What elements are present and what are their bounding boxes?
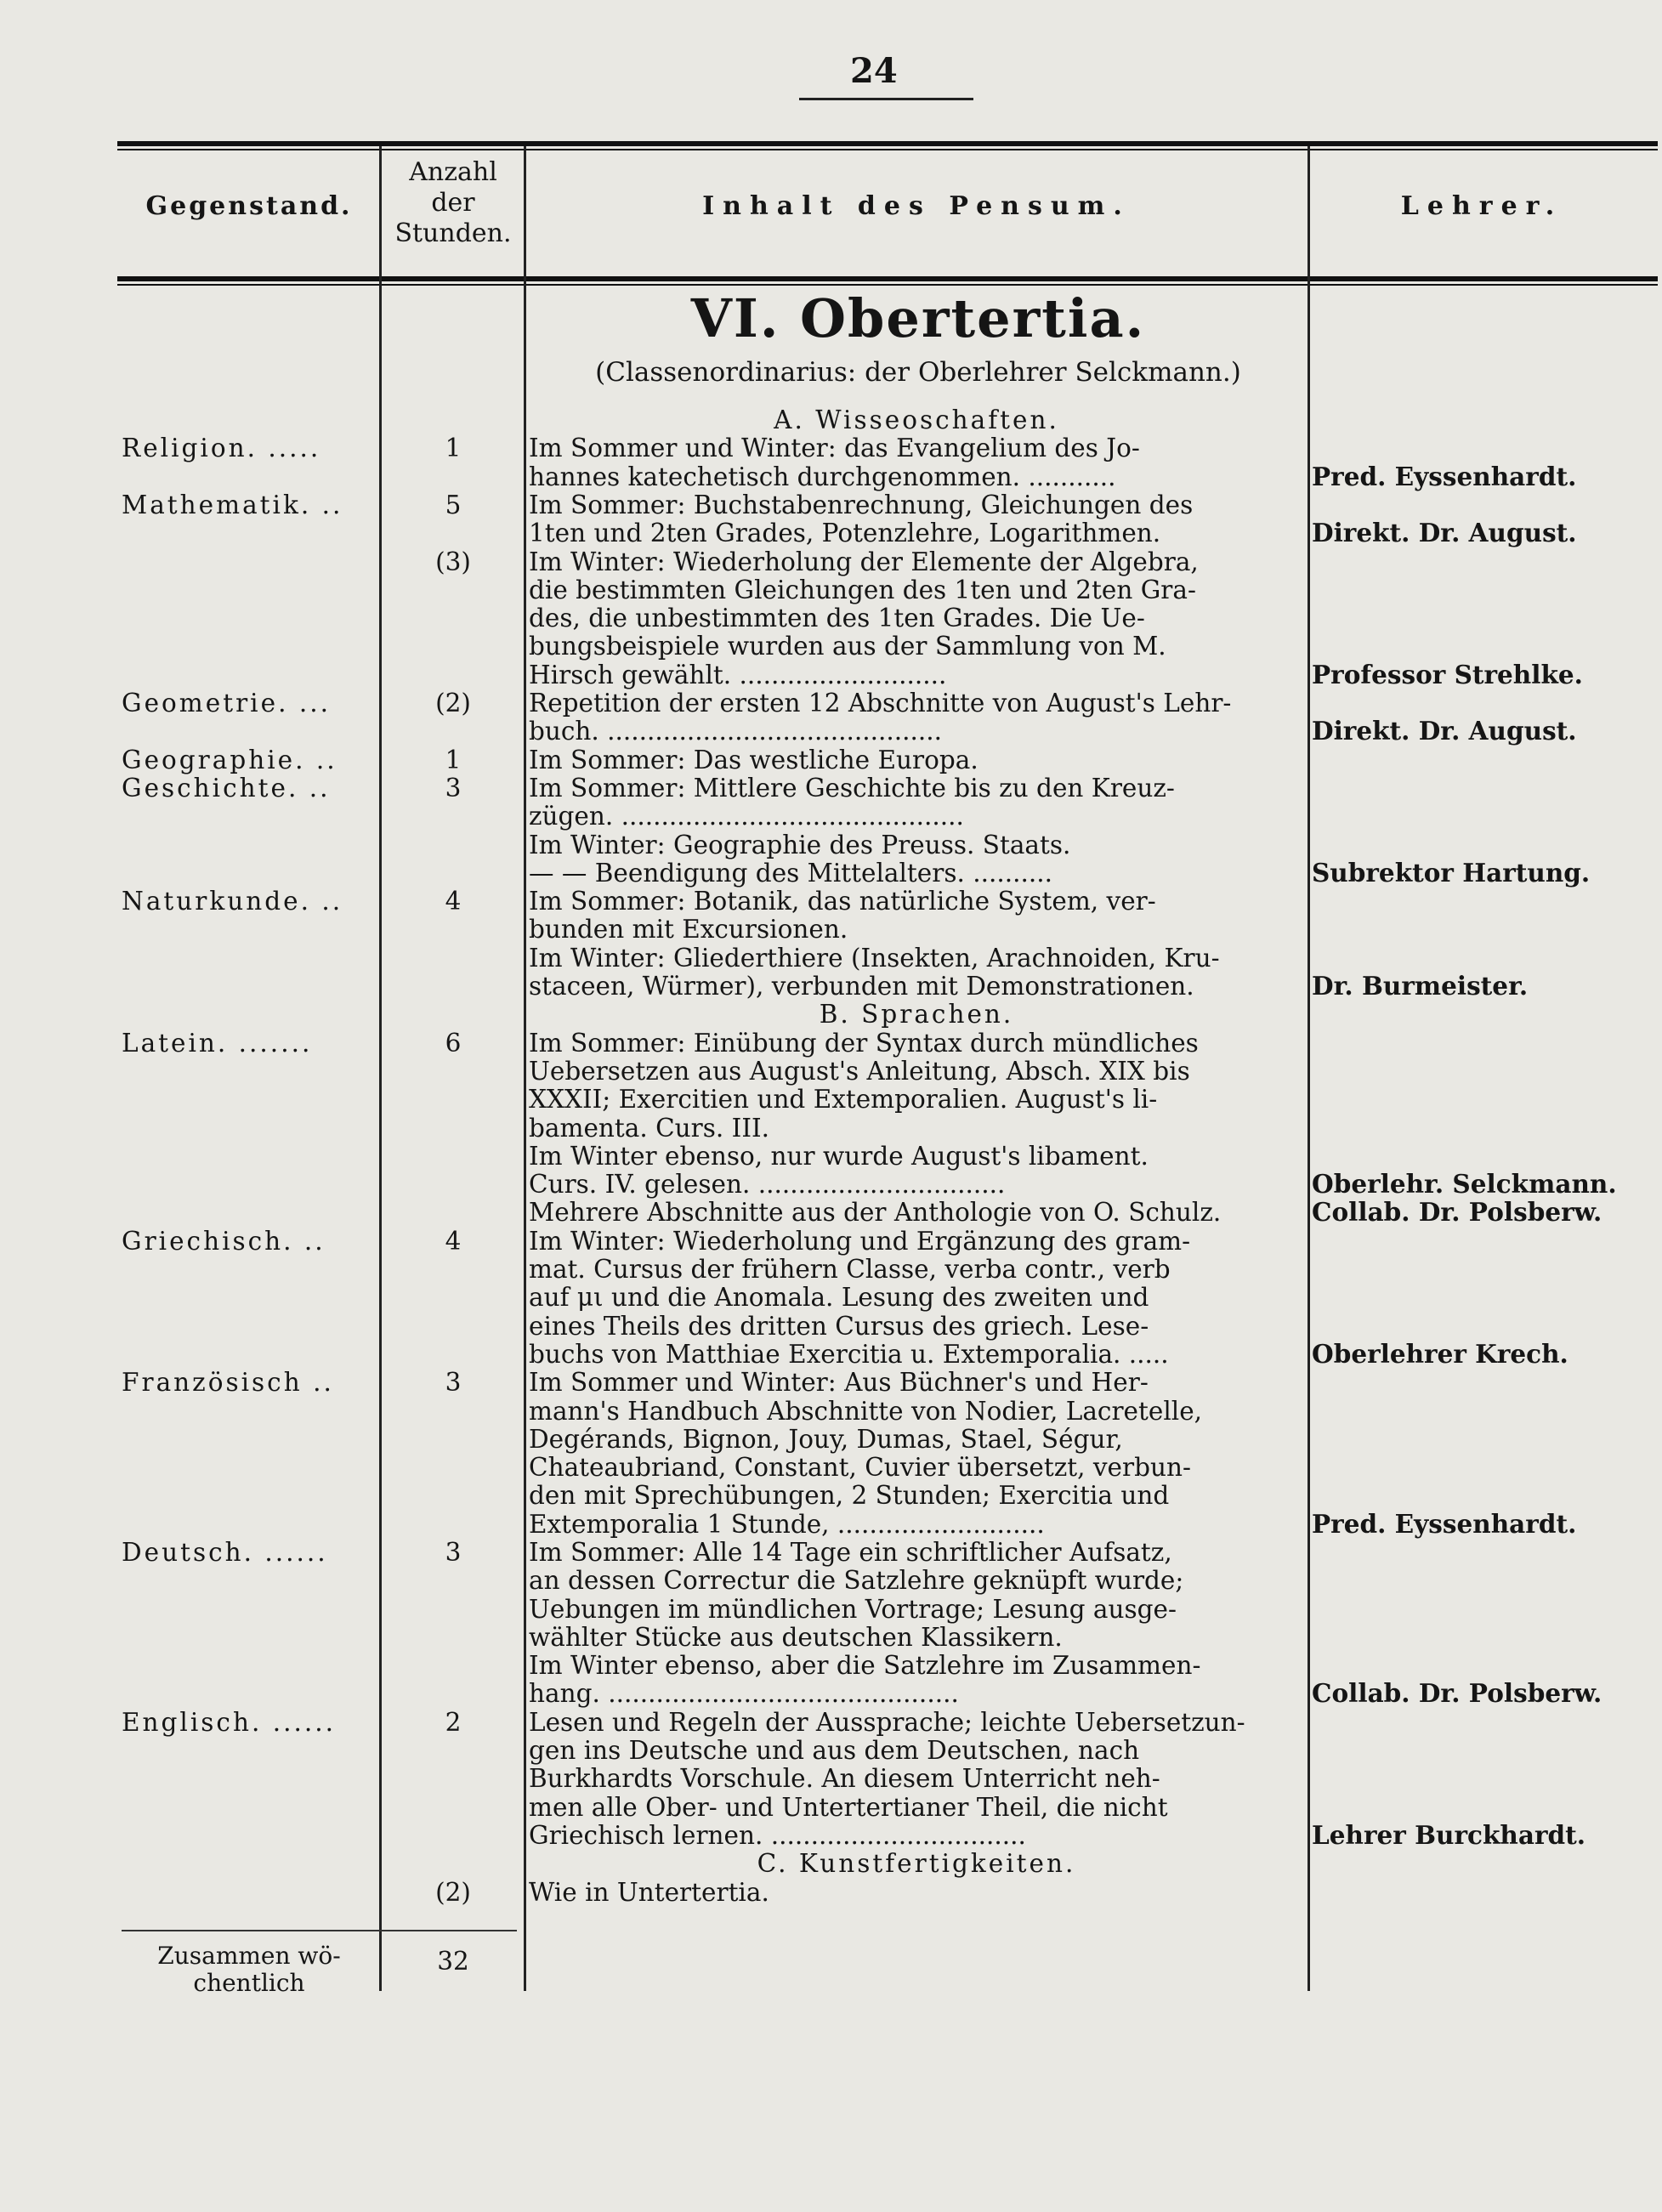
content-line: eines Theils des dritten Cursus des griech. Lese- [529,1312,1149,1341]
subject-cell: Geographie. .. [122,746,338,774]
subject-cell: Latein. ....... [122,1029,313,1058]
content-line: gen ins Deutsche und aus dem Deutschen, nach [529,1736,1140,1765]
content-line: Lesen und Regeln der Aussprache; leichte Uebersetzun- [529,1708,1245,1737]
teacher-cell: Pred. Eyssenhardt. [1312,1510,1577,1539]
subject-cell: Englisch. ...... [122,1708,336,1737]
content-line: des, die unbestimmten des 1ten Grades. Die Ue- [529,604,1145,632]
hours-cell: 5 [445,491,462,519]
content-line: mat. Cursus der frühern Classe, verba contr., verb [529,1255,1171,1284]
content-line: bunden mit Excursionen. [529,915,848,944]
header-bottom-rule [117,276,1658,281]
teacher-cell: Collab. Dr. Polsberw. [1312,1198,1602,1227]
hours-cell: (2) [435,689,471,717]
subject-cell: Deutsch. ...... [122,1538,328,1567]
content-line: Griechisch lernen. ................................ [529,1821,1026,1850]
hours-cell: 1 [445,746,462,774]
content-line: bamenta. Curs. III. [529,1114,770,1143]
subject-cell: Geschichte. .. [122,774,331,803]
section-heading: C. Kunstfertigkeiten. [757,1849,1076,1878]
subject-cell: Französisch .. [122,1368,334,1397]
content-line: Curs. IV. gelesen. ............................... [529,1170,1006,1199]
teacher-cell: Dr. Burmeister. [1312,972,1529,1001]
content-line: Wie in Untertertia. [529,1878,769,1907]
header-hours [381,157,525,249]
section-heading: B. Sprachen. [819,1000,1014,1029]
teacher-cell: Lehrer Burckhardt. [1312,1821,1586,1850]
hours-cell: (2) [435,1878,471,1907]
teacher-cell: Subrektor Hartung. [1312,859,1591,888]
page-number: 24 [850,51,898,91]
content-line: Uebersetzen aus August's Anleitung, Absch. XIX bis [529,1057,1190,1086]
content-line: staceen, Würmer), verbunden mit Demonstrationen. [529,972,1194,1001]
content-line: Im Sommer: Einübung der Syntax durch mündliches [529,1029,1199,1058]
page-number-rule [799,98,973,100]
content-line: auf μι und die Anomala. Lesung des zweiten und [529,1283,1149,1312]
content-line: Im Winter: Wiederholung der Elemente der Algebra, [529,547,1199,576]
teacher-cell: Direkt. Dr. August. [1312,717,1577,746]
subject-cell: Mathematik. .. [122,491,343,519]
content-line: Im Winter: Geographie des Preuss. Staats. [529,831,1071,859]
header-hours-line: Anzahl [409,157,497,187]
content-line: mann's Handbuch Abschnitte von Nodier, Lacretelle, [529,1397,1203,1426]
content-line: Burkhardts Vorschule. An diesem Unterricht neh- [529,1764,1160,1793]
teacher-cell: Pred. Eyssenhardt. [1312,462,1577,491]
total-rule [122,1930,517,1931]
hours-cell: 3 [445,774,462,803]
content-line: Im Sommer: Mittlere Geschichte bis zu den Kreuz- [529,774,1175,803]
content-line: den mit Sprechübungen, 2 Stunden; Exercitia und [529,1481,1170,1510]
content-line: Im Winter ebenso, aber die Satzlehre im Zusammen- [529,1651,1201,1680]
content-line: Im Sommer und Winter: das Evangelium des Jo- [529,434,1140,462]
content-line: bungsbeispiele wurden aus der Sammlung von M. [529,632,1166,661]
content-line: Im Winter ebenso, nur wurde August's libament. [529,1142,1149,1171]
total-label [122,1943,377,1997]
hours-cell: 3 [445,1368,462,1397]
hours-cell: 6 [445,1029,462,1058]
section-title: VI. Obertertia. [690,287,1146,349]
content-line: die bestimmten Gleichungen des 1ten und 2ten Gra- [529,576,1196,604]
content-line: 1ten und 2ten Grades, Potenzlehre, Logarithmen. [529,519,1161,547]
teacher-cell: Oberlehrer Krech. [1312,1340,1568,1369]
teacher-cell: Oberlehr. Selckmann. [1312,1170,1617,1199]
content-line: buchs von Matthiae Exercitia u. Extemporalia. ..... [529,1340,1169,1369]
header-hours-line: der [431,188,475,218]
table-top-rule-thin [117,149,1658,150]
hours-cell: 1 [445,434,462,462]
content-line: zügen. ........................................... [529,802,964,831]
content-line: Im Sommer: Alle 14 Tage ein schriftlicher Aufsatz, [529,1538,1172,1567]
column-divider-content-teacher [1307,146,1310,1991]
hours-cell: 2 [445,1708,462,1737]
hours-cell: 4 [445,1227,462,1256]
content-line: Im Sommer und Winter: Aus Büchner's und Her- [529,1368,1149,1397]
content-line: hang. ............................................ [529,1679,959,1708]
teacher-cell: Collab. Dr. Polsberw. [1312,1679,1602,1708]
content-line: Im Sommer: Buchstabenrechnung, Gleichungen des [529,491,1194,519]
content-line: buch. .......................................... [529,717,943,746]
content-line: Mehrere Abschnitte aus der Anthologie von O. Schulz. [529,1198,1222,1227]
content-line: Im Sommer: Das westliche Europa. [529,746,978,774]
content-line: Extemporalia 1 Stunde, .......................... [529,1510,1045,1539]
total-hours: 32 [437,1947,469,1976]
content-line: hannes katechetisch durchgenommen. ........... [529,462,1116,491]
subject-cell: Griechisch. .. [122,1227,326,1256]
hours-cell: 4 [445,887,462,916]
hours-cell: (3) [435,547,471,576]
content-line: Im Winter: Wiederholung und Ergänzung des gram- [529,1227,1191,1256]
content-line: Hirsch gewählt. .......................... [529,661,947,689]
header-content: Inhalt des Pensum. [702,191,1131,221]
content-line: Repetition der ersten 12 Abschnitte von August's Lehr- [529,689,1232,717]
header-teacher: Lehrer. [1400,191,1563,221]
content-line: XXXII; Exercitien und Extemporalien. August's li- [529,1085,1158,1114]
content-line: an dessen Correctur die Satzlehre geknüpft wurde; [529,1566,1184,1595]
content-line: wählter Stücke aus deutschen Klassikern. [529,1623,1063,1652]
subject-cell: Naturkunde. .. [122,887,343,916]
class-ordinarius-note: (Classenordinarius: der Oberlehrer Selckmann.) [595,357,1241,388]
content-line: Chateaubriand, Constant, Cuvier übersetzt, verbun- [529,1453,1191,1482]
content-line: Im Sommer: Botanik, das natürliche System, ver- [529,887,1156,916]
header-hours-line: Stunden. [394,218,512,248]
table-top-rule [117,141,1658,146]
section-heading: A. Wisseoschaften. [774,406,1059,434]
teacher-cell: Direkt. Dr. August. [1312,519,1577,547]
content-line: Degérands, Bignon, Jouy, Dumas, Stael, Ségur, [529,1425,1123,1454]
content-line: men alle Ober- und Untertertianer Theil, die nicht [529,1793,1168,1822]
hours-cell: 3 [445,1538,462,1567]
total-label-line: chentlich [193,1969,305,1997]
total-label-line: Zusammen wö- [157,1942,341,1970]
subject-cell: Religion. ..... [122,434,321,462]
content-line: Im Winter: Gliederthiere (Insekten, Arachnoiden, Kru- [529,944,1220,973]
content-line: Uebungen im mündlichen Vortrage; Lesung ausge- [529,1595,1177,1624]
header-subject: Gegenstand. [145,191,353,221]
header-bottom-rule-thin [117,284,1658,286]
content-line: — — Beendigung des Mittelalters. .......... [529,859,1053,888]
teacher-cell: Professor Strehlke. [1312,661,1583,689]
subject-cell: Geometrie. ... [122,689,331,717]
